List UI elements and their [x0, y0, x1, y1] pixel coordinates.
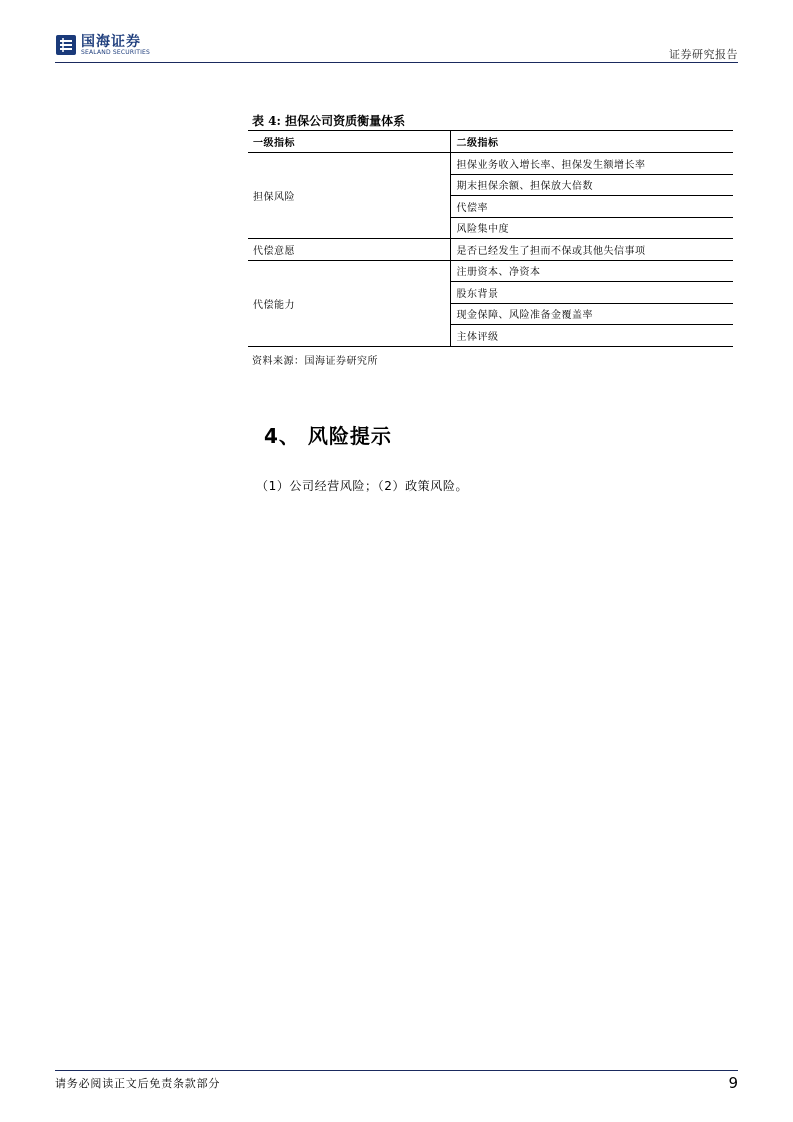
secondary-cell: 股东背景 [451, 282, 733, 304]
secondary-cell: 代偿率 [451, 196, 733, 218]
secondary-cell: 是否已经发生了担而不保或其他失信事项 [451, 239, 733, 261]
secondary-cell: 注册资本、净资本 [451, 260, 733, 282]
page-number: 9 [728, 1074, 738, 1092]
table-title: 表 4: 担保公司资质衡量体系 [252, 114, 406, 128]
secondary-cell: 主体评级 [451, 325, 733, 347]
page-header [55, 34, 738, 63]
col-header-secondary: 二级指标 [451, 131, 733, 153]
table-header-row [248, 131, 733, 153]
secondary-cell: 现金保障、风险准备金覆盖率 [451, 303, 733, 325]
table-row [248, 239, 733, 261]
table-row [248, 153, 733, 175]
secondary-cell: 担保业务收入增长率、担保发生额增长率 [451, 153, 733, 175]
table-row [248, 260, 733, 282]
report-type-label: 证券研究报告 [669, 48, 738, 61]
secondary-cell: 风险集中度 [451, 217, 733, 239]
section-heading: 4、 风险提示 [264, 424, 392, 448]
primary-cell: 代偿意愿 [248, 239, 451, 261]
page-footer [55, 1070, 738, 1092]
logo-chinese-name: 国海证券 [81, 33, 141, 50]
sealand-logo-icon [55, 34, 77, 56]
primary-cell: 代偿能力 [248, 260, 451, 346]
table-source-note: 资料来源：国海证券研究所 [252, 356, 378, 367]
primary-cell: 担保风险 [248, 153, 451, 239]
section-body: （1）公司经营风险；（2）政策风险。 [256, 479, 469, 493]
company-logo [55, 34, 150, 56]
disclaimer-text: 请务必阅读正文后免责条款部分 [55, 1077, 221, 1090]
metrics-table [248, 130, 733, 347]
col-header-primary: 一级指标 [248, 131, 451, 153]
secondary-cell: 期末担保余额、担保放大倍数 [451, 174, 733, 196]
logo-english-name: SEALAND SECURITIES [81, 48, 151, 56]
